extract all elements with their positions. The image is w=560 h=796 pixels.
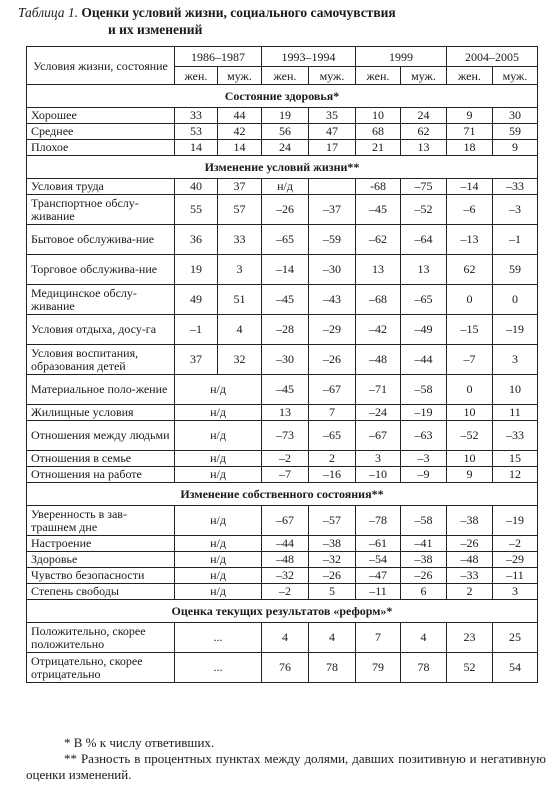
table-cell: –28 [262,315,309,345]
table-cell: –14 [447,179,493,195]
header-period: 2004–2005 [447,47,538,67]
table-cell: 4 [401,623,447,653]
table-cell: 3 [218,255,262,285]
table-cell: 3 [493,584,538,600]
table-cell: –67 [309,375,356,405]
table-cell: 32 [218,345,262,375]
table-cell: 5 [309,584,356,600]
table-cell: 71 [447,124,493,140]
table-cell: 57 [218,195,262,225]
table-cell: 37 [218,179,262,195]
table-cell: 33 [218,225,262,255]
table-cell: 51 [218,285,262,315]
table-cell: –57 [309,506,356,536]
table-cell: 4 [262,623,309,653]
table-cell: 78 [309,653,356,683]
table-cell: 2 [309,451,356,467]
table-cell: –9 [401,467,447,483]
table-row [27,552,538,568]
table-cell: 42 [218,124,262,140]
table-cell: 76 [262,653,309,683]
table-cell: 0 [493,285,538,315]
table-cell: –71 [356,375,401,405]
section-title: Изменение условий жизни** [27,156,538,179]
table-cell: 47 [309,124,356,140]
table-cell: –38 [447,506,493,536]
table-row [27,584,538,600]
table-cell: –11 [493,568,538,584]
row-label: Отрицательно, скорее отрицательно [27,653,175,683]
table-cell: 10 [447,451,493,467]
row-label: Положительно, скорее положительно [27,623,175,653]
table-cell: 24 [262,140,309,156]
table-label: Таблица 1. [18,5,79,20]
row-label: Уверенность в зав-трашнем дне [27,506,175,536]
table-cell: –44 [401,345,447,375]
table-row [27,140,538,156]
table-cell: 40 [175,179,218,195]
header-sex: муж. [401,67,447,85]
row-label: Среднее [27,124,175,140]
table-cell: 9 [493,140,538,156]
table-cell: –19 [401,405,447,421]
table-cell: –30 [309,255,356,285]
table-cell: –3 [493,195,538,225]
table-cell: 7 [356,623,401,653]
cell-no-data: н/д [175,552,262,568]
header-sex: муж. [309,67,356,85]
table-cell: 53 [175,124,218,140]
table-cell: –26 [309,568,356,584]
row-label: Плохое [27,140,175,156]
table-row [27,467,538,483]
section-row [27,600,538,623]
table-cell: –29 [309,315,356,345]
row-label: Отношения на работе [27,467,175,483]
table-cell: –67 [262,506,309,536]
row-label: Медицинское обслу-живание [27,285,175,315]
table-cell: 7 [309,405,356,421]
table-cell: 79 [356,653,401,683]
table-cell: 14 [175,140,218,156]
footnote: ** Разность в процентных пунктах между долями, давших позитивную и негативную оценки изменений. [26,751,546,782]
table-cell: 21 [356,140,401,156]
table-cell: –7 [447,345,493,375]
table-cell: –30 [262,345,309,375]
table-cell: 18 [447,140,493,156]
cell-no-data: ... [175,623,262,653]
table-cell: –33 [447,568,493,584]
table-cell: –13 [447,225,493,255]
table-row [27,623,538,653]
row-label: Условия труда [27,179,175,195]
table-cell: 62 [401,124,447,140]
table-row [27,124,538,140]
table-cell: –62 [356,225,401,255]
table-cell: –14 [262,255,309,285]
table-cell: 13 [401,255,447,285]
table-row [27,536,538,552]
table-cell: 30 [493,108,538,124]
header-sex: муж. [218,67,262,85]
table-cell: –15 [447,315,493,345]
section-row [27,85,538,108]
table-cell: 15 [493,451,538,467]
table-title: Оценки условий жизни, социального самочувствия [81,5,396,20]
table-cell: 78 [401,653,447,683]
table-cell: –37 [309,195,356,225]
table-cell: –2 [262,451,309,467]
table-cell: –16 [309,467,356,483]
row-label: Настроение [27,536,175,552]
header-row-label: Условия жизни, состояние [27,47,175,85]
cell-no-data: н/д [175,568,262,584]
table-cell: 54 [493,653,538,683]
table-cell: 9 [447,467,493,483]
table-cell: 12 [493,467,538,483]
row-label: Хорошее [27,108,175,124]
header-sex: жен. [175,67,218,85]
table-cell: 10 [447,405,493,421]
table-cell: 4 [218,315,262,345]
row-label: Условия воспитания, образования детей [27,345,175,375]
cell-no-data: н/д [175,536,262,552]
section-title: Состояние здоровья* [27,85,538,108]
table-row [27,225,538,255]
table-cell: –42 [356,315,401,345]
table-cell: –48 [262,552,309,568]
table-cell: –65 [262,225,309,255]
table-cell: -68 [356,179,401,195]
table-cell: 6 [401,584,447,600]
table-cell: –58 [401,375,447,405]
cell-no-data: ... [175,653,262,683]
header-sex: муж. [493,67,538,85]
table-row [27,255,538,285]
table-row [27,285,538,315]
table-cell: 49 [175,285,218,315]
table-cell: 10 [493,375,538,405]
table-cell: 62 [447,255,493,285]
table-cell: –26 [309,345,356,375]
table-cell: –59 [309,225,356,255]
table-cell: –52 [401,195,447,225]
table-cell: 0 [447,285,493,315]
table-cell: 3 [493,345,538,375]
row-label: Отношения между людьми [27,421,175,451]
table-cell: –33 [493,179,538,195]
table-cell: 52 [447,653,493,683]
table-cell: 35 [309,108,356,124]
table-cell: –54 [356,552,401,568]
table-cell [309,179,356,195]
table-cell: –26 [447,536,493,552]
table-cell: –41 [401,536,447,552]
row-label: Условия отдыха, досу-га [27,315,175,345]
cell-no-data: н/д [175,375,262,405]
table-cell: 9 [447,108,493,124]
table-cell: 44 [218,108,262,124]
header-sex: жен. [262,67,309,85]
table-cell: –58 [401,506,447,536]
table-cell: 24 [401,108,447,124]
table-row [27,506,538,536]
table-cell: –24 [356,405,401,421]
row-label: Здоровье [27,552,175,568]
table-cell: –2 [262,584,309,600]
table-cell: 4 [309,623,356,653]
table-row [27,375,538,405]
table-cell: 2 [447,584,493,600]
table-cell: –73 [262,421,309,451]
table-cell: –64 [401,225,447,255]
table-cell: 3 [356,451,401,467]
table-cell: 36 [175,225,218,255]
table-cell: –61 [356,536,401,552]
table-cell: –38 [401,552,447,568]
table-title-cont: и их изменений [108,22,203,37]
cell-no-data: н/д [175,584,262,600]
table-cell: –19 [493,315,538,345]
row-label: Степень свободы [27,584,175,600]
row-label: Бытовое обслужива-ние [27,225,175,255]
table-cell: 56 [262,124,309,140]
table-cell: –3 [401,451,447,467]
table-cell: 14 [218,140,262,156]
table-cell: –49 [401,315,447,345]
row-label: Материальное поло-жение [27,375,175,405]
cell-no-data: н/д [175,451,262,467]
table-cell: –6 [447,195,493,225]
data-table [26,46,538,683]
header-sex: жен. [356,67,401,85]
section-title: Оценка текущих результатов «реформ»* [27,600,538,623]
table-cell: –45 [356,195,401,225]
table-cell: –44 [262,536,309,552]
table-cell: 19 [175,255,218,285]
table-cell: 23 [447,623,493,653]
footnote: * В % к числу ответивших. [64,735,215,750]
table-cell: –67 [356,421,401,451]
table-cell: 0 [447,375,493,405]
table-cell: –43 [309,285,356,315]
table-row [27,405,538,421]
cell-no-data: н/д [175,467,262,483]
table-cell: 10 [356,108,401,124]
table-row [27,179,538,195]
table-cell: –45 [262,375,309,405]
cell-no-data: н/д [175,506,262,536]
header-period: 1993–1994 [262,47,356,67]
row-label: Торговое обслужива-ние [27,255,175,285]
table-cell: –26 [262,195,309,225]
cell-no-data: н/д [175,421,262,451]
section-row [27,483,538,506]
table-cell: –33 [493,421,538,451]
table-cell: –52 [447,421,493,451]
table-cell: –32 [309,552,356,568]
table-cell: 59 [493,124,538,140]
table-cell: –48 [447,552,493,568]
table-cell: 59 [493,255,538,285]
table-cell: 33 [175,108,218,124]
table-cell: –65 [309,421,356,451]
table-row [27,653,538,683]
table-row [27,195,538,225]
table-cell: 55 [175,195,218,225]
table-row [27,421,538,451]
table-cell: 13 [262,405,309,421]
table-cell: –2 [493,536,538,552]
table-cell: н/д [262,179,309,195]
row-label: Чувство безопасности [27,568,175,584]
table-cell: 11 [493,405,538,421]
table-cell: –47 [356,568,401,584]
header-period: 1986–1987 [175,47,262,67]
row-label: Транспортное обслу-живание [27,195,175,225]
table-caption [18,4,538,38]
table-cell: –63 [401,421,447,451]
table-row [27,315,538,345]
table-row [27,568,538,584]
section-title: Изменение собственного состояния** [27,483,538,506]
table-cell: –11 [356,584,401,600]
table-cell: –75 [401,179,447,195]
table-cell: 25 [493,623,538,653]
table-cell: –65 [401,285,447,315]
table-cell: –29 [493,552,538,568]
table-cell: –10 [356,467,401,483]
section-row [27,156,538,179]
table-cell: –1 [493,225,538,255]
table-cell: 37 [175,345,218,375]
footnotes [26,735,546,783]
table-cell: 68 [356,124,401,140]
table-cell: 19 [262,108,309,124]
header-period: 1999 [356,47,447,67]
table-cell: –1 [175,315,218,345]
table-cell: –45 [262,285,309,315]
table-row [27,345,538,375]
table-cell: 13 [356,255,401,285]
table-cell: –26 [401,568,447,584]
table-cell: 13 [401,140,447,156]
table-cell: –78 [356,506,401,536]
table-cell: –38 [309,536,356,552]
table-cell: –68 [356,285,401,315]
table-row [27,108,538,124]
table-cell: –19 [493,506,538,536]
table-cell: –32 [262,568,309,584]
header-sex: жен. [447,67,493,85]
table-cell: –48 [356,345,401,375]
row-label: Отношения в семье [27,451,175,467]
table-cell: –7 [262,467,309,483]
cell-no-data: н/д [175,405,262,421]
table-cell: 17 [309,140,356,156]
table-row [27,451,538,467]
table-body [27,85,538,683]
row-label: Жилищные условия [27,405,175,421]
